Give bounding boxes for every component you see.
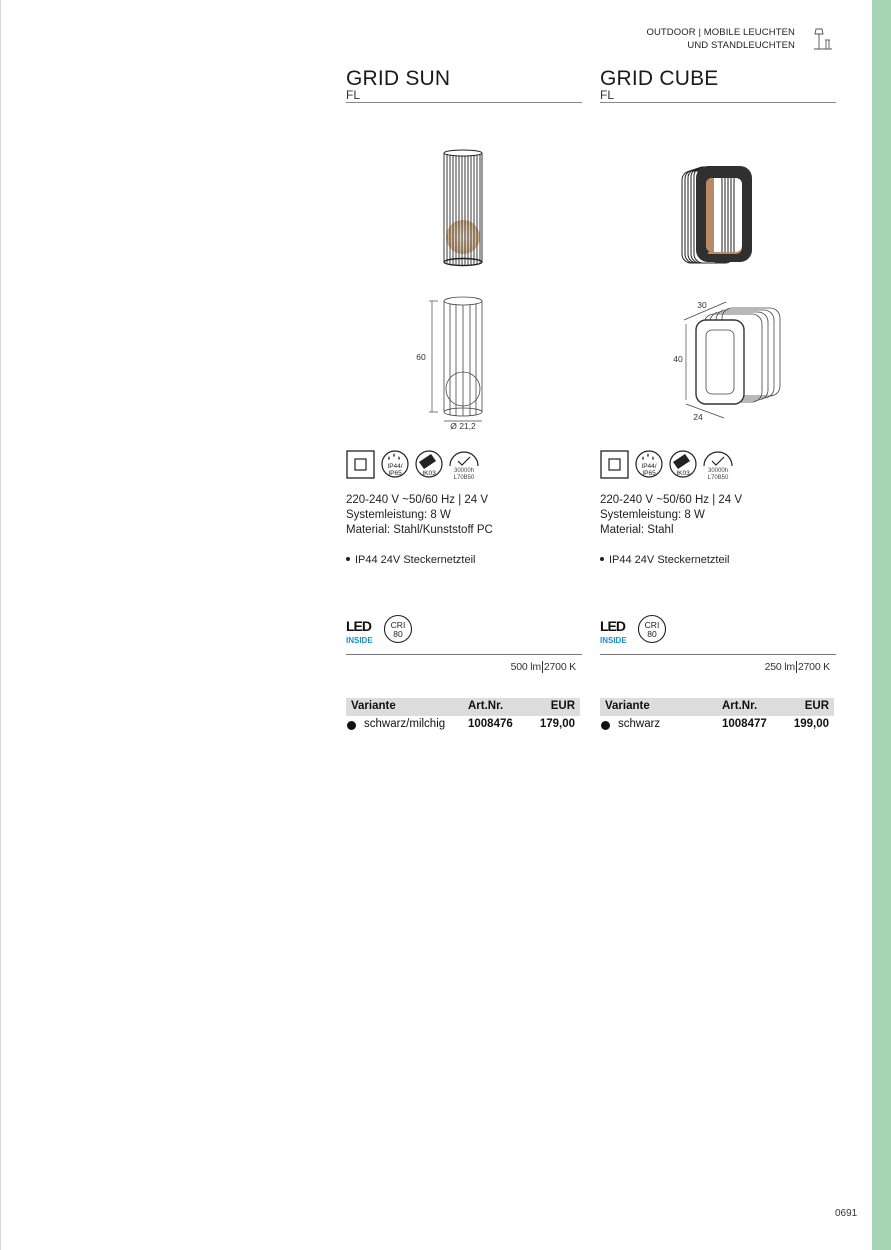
cri-top-label: CRI — [390, 620, 406, 630]
page-number: 0691 — [835, 1208, 858, 1219]
section-header-line1: OUTDOOR | MOBILE LEUCHTEN — [646, 27, 795, 38]
table-header — [600, 698, 834, 716]
feature-bullet — [600, 553, 729, 567]
cri-value-label: 80 — [393, 629, 403, 639]
impact-rating-icon — [416, 451, 442, 477]
lumen-divider — [600, 654, 836, 655]
variant-name: schwarz — [618, 718, 661, 730]
certification-badges — [600, 614, 836, 648]
price: 179,00 — [539, 718, 575, 730]
section-header — [646, 26, 795, 52]
feature-bullet — [346, 553, 475, 567]
color-swatch — [347, 721, 356, 730]
inside-label: INSIDE — [600, 636, 627, 645]
lumen-divider — [346, 654, 582, 655]
title-divider — [600, 102, 836, 103]
ip-rating-icon — [636, 451, 662, 477]
led-label: LED — [600, 618, 625, 634]
color-temperature: 2700 K — [543, 661, 576, 673]
product-photo-grid-sun — [346, 144, 582, 274]
certification-badges — [346, 614, 582, 648]
lifetime-gauge-icon — [704, 452, 732, 481]
protection-class-icon — [601, 451, 628, 478]
product-grid-cube — [600, 67, 836, 730]
col-price: EUR — [550, 700, 575, 712]
ip-rating-icon — [382, 451, 408, 477]
inside-label: INSIDE — [346, 636, 373, 645]
ip-bottom-label: IP65 — [388, 470, 402, 477]
cri-value-label: 80 — [647, 629, 657, 639]
title-divider — [346, 102, 582, 103]
luminous-values — [765, 661, 830, 673]
article-number: 1008477 — [722, 718, 767, 730]
dimension-diameter: Ø 21,2 — [450, 421, 476, 430]
feature-bullet-text: IP44 24V Steckernetzteil — [355, 554, 476, 566]
tech-specs — [600, 493, 742, 538]
spec-voltage: 220-240 V ~50/60 Hz | 24 V — [346, 494, 489, 506]
bullet-dot — [600, 557, 604, 561]
lumen-separator — [796, 661, 797, 673]
product-grid-sun — [346, 67, 582, 730]
tech-specs — [346, 493, 493, 538]
ik-label: IK03 — [676, 470, 690, 477]
led-inside-icon — [600, 618, 627, 645]
hours-label: 30000h — [453, 468, 475, 474]
hours-label: 30000h — [707, 468, 729, 474]
led-label: LED — [346, 618, 371, 634]
table-row — [346, 716, 580, 734]
lamp-icon — [813, 27, 833, 51]
spec-power: Systemleistung: 8 W — [346, 509, 451, 521]
spec-voltage: 220-240 V ~50/60 Hz | 24 V — [600, 494, 743, 506]
price: 199,00 — [793, 718, 829, 730]
dimension-width: 24 — [693, 412, 703, 422]
life-label: L70B50 — [453, 475, 475, 481]
impact-rating-icon — [670, 451, 696, 477]
col-variant: Variante — [351, 700, 396, 712]
product-subtitle: FL — [600, 88, 615, 102]
chapter-side-bar — [872, 0, 891, 1250]
product-title: GRID SUN — [346, 67, 451, 90]
lumen-separator — [542, 661, 543, 673]
page-left-edge — [0, 0, 1, 1250]
led-inside-icon — [346, 618, 373, 645]
product-photo-grid-cube — [600, 144, 836, 274]
col-article: Art.Nr. — [468, 700, 504, 712]
lifetime-gauge-icon — [450, 452, 478, 481]
spec-material: Material: Stahl/Kunststoff PC — [346, 524, 493, 536]
table-row — [600, 716, 834, 734]
ip-bottom-label: IP65 — [642, 470, 656, 477]
lumen-value: 250 lm — [764, 661, 795, 673]
color-temperature: 2700 K — [797, 661, 830, 673]
cri-top-label: CRI — [644, 620, 660, 630]
cri-icon — [639, 616, 666, 643]
ip-top-label: IP44/ — [641, 463, 657, 470]
lumen-value: 500 lm — [510, 661, 541, 673]
dimension-depth: 30 — [697, 300, 707, 310]
section-header-line2: UND STANDLEUCHTEN — [687, 40, 795, 51]
luminous-values — [511, 661, 576, 673]
article-number: 1008476 — [468, 718, 513, 730]
product-title: GRID CUBE — [600, 67, 719, 90]
dimension-height: 40 — [673, 354, 683, 364]
variant-name: schwarz/milchig — [364, 718, 446, 730]
col-price: EUR — [804, 700, 829, 712]
ip-top-label: IP44/ — [387, 463, 403, 470]
protection-class-icon — [347, 451, 374, 478]
dimension-height: 60 — [416, 352, 426, 362]
variant-table — [346, 698, 580, 734]
col-article: Art.Nr. — [722, 700, 758, 712]
variant-table — [600, 698, 834, 734]
spec-icons-row — [600, 448, 836, 482]
table-header — [346, 698, 580, 716]
feature-bullet-text: IP44 24V Steckernetzteil — [609, 554, 730, 566]
cri-icon — [385, 616, 412, 643]
spec-material: Material: Stahl — [600, 524, 674, 536]
dimension-drawing-grid-cube — [600, 290, 836, 430]
spec-icons-row — [346, 448, 582, 482]
life-label: L70B50 — [707, 475, 729, 481]
spec-power: Systemleistung: 8 W — [600, 509, 705, 521]
dimension-drawing-grid-sun — [346, 290, 582, 430]
ik-label: IK03 — [422, 470, 436, 477]
col-variant: Variante — [605, 700, 650, 712]
bullet-dot — [346, 557, 350, 561]
color-swatch — [601, 721, 610, 730]
product-subtitle: FL — [346, 88, 361, 102]
